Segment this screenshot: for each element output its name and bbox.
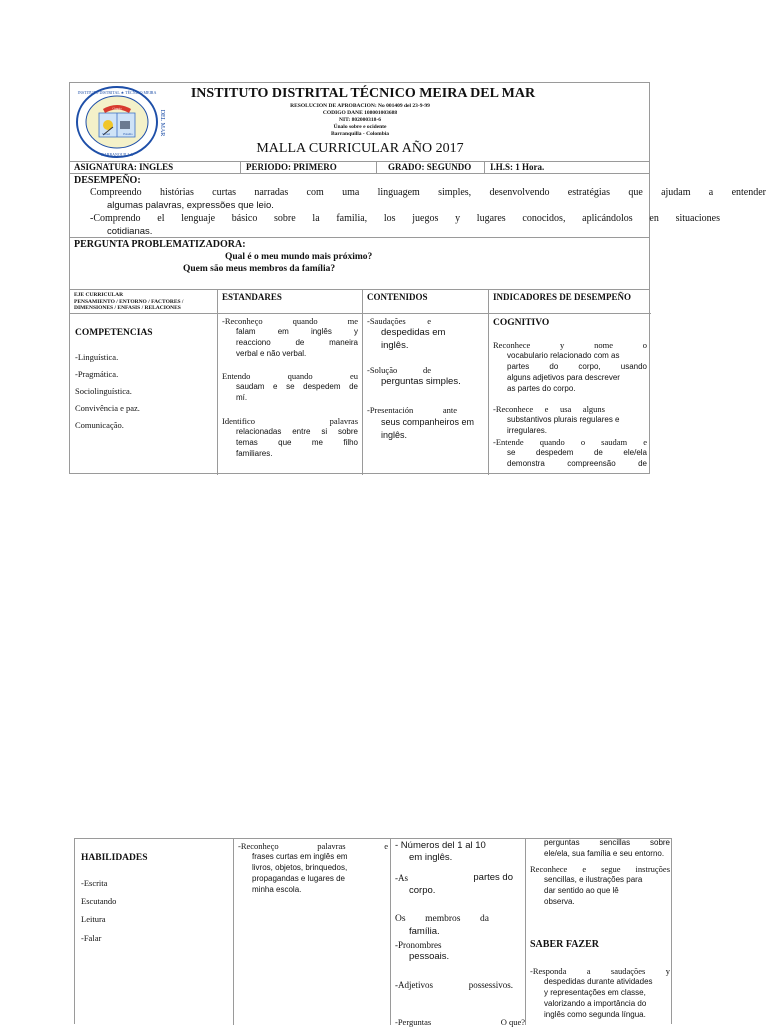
pregunta-section (70, 238, 649, 290)
text-line: -Reconhece e usa alguns (493, 404, 605, 414)
contenido-item (395, 872, 523, 898)
habilidades-title: HABILIDADES (81, 853, 148, 863)
seal-side-text: DEL MAR (159, 109, 165, 137)
habilidad-item: Leitura (81, 914, 106, 924)
pregunta-title: PERGUNTA PROBLEMATIZADORA: (74, 239, 246, 250)
text-line: minha escola. (252, 884, 302, 894)
habilidad-item: -Escrita (81, 878, 108, 888)
desempeno-section (70, 174, 766, 238)
header (70, 83, 649, 161)
curriculum-grid-top (70, 290, 649, 475)
text-line: reacciono de maneira (236, 338, 358, 348)
col-head-contenidos: CONTENIDOS (362, 290, 488, 314)
text-line: y representações em classe, (544, 988, 646, 998)
text-line: -Reconheço quando me (222, 316, 358, 326)
col-head-estandares: ESTANDARES (217, 290, 362, 314)
eje-line: DIMENSIONES / ENFASIS / RELACIONES (74, 305, 181, 312)
competencia-item: Convivência e paz. (75, 403, 140, 413)
text-line: -Perguntas (395, 1017, 432, 1027)
institution-title: INSTITUTO DISTRITAL TÉCNICO MEIRA DEL MAR (190, 86, 536, 101)
text-line: perguntas sencillas sobre (544, 838, 670, 847)
text-line: Identifico palavras (222, 416, 358, 426)
contenido-item (367, 316, 484, 353)
estandar-item (238, 841, 388, 896)
col-head-indicadores: INDICADORES DE DESEMPEÑO (488, 290, 651, 314)
header-line: Barranquilla - Colombia (330, 131, 390, 137)
text-line: -Reconheço palavras e (238, 841, 388, 851)
header-line: CODIGO DANE 108001003688 (322, 110, 398, 116)
text-line: vocabulario relacionado com as (507, 351, 620, 361)
text-line: inglês como segunda língua. (544, 1009, 646, 1019)
header-line: RESOLUCION DE APROBACION: No 001409 del 23-9-99 (290, 103, 430, 109)
grado-label: GRADO: SEGUNDO (388, 162, 472, 172)
text-line: demonstra compreensão de (507, 459, 647, 469)
contenido-item (395, 1017, 525, 1028)
text-line: corpo. (409, 884, 436, 896)
text-line: seus companheiros em (381, 417, 475, 428)
contenido-item: -Adjetivos possessivos. (395, 980, 513, 990)
text-line: valorizando a importância do (544, 999, 647, 1009)
eje-line: EJE CURRICULAR (74, 292, 124, 298)
text-line: -As (395, 873, 408, 883)
seal-word-left: Virtud (102, 132, 110, 136)
saber-fazer-title: SABER FAZER (530, 939, 599, 950)
text-line: partes do corpo, usando (507, 362, 647, 372)
text-line: -Presentación ante (367, 405, 457, 415)
col-head-eje (70, 290, 217, 314)
header-line: Únalo sobre e ocidente (333, 124, 387, 130)
periodo-label: PERIODO: PRIMERO (246, 162, 337, 172)
text-line: irregulares. (507, 426, 548, 436)
habilidad-item: -Falar (81, 933, 102, 943)
text-line: Entendo quando eu (222, 371, 358, 381)
text-line: se despedem de ele/ela (507, 448, 647, 458)
seal-banner: Ciencia (112, 106, 122, 111)
text-line: -Solução de (367, 365, 431, 375)
text-line: temas que me filho (236, 438, 358, 448)
estandar-item (222, 316, 358, 360)
contenido-item (395, 840, 523, 865)
indicador-item (530, 864, 670, 908)
text-line: verbal e não verbal. (236, 349, 307, 359)
indicador-item (530, 966, 670, 1021)
indicador-item (493, 404, 647, 437)
estandar-item (222, 416, 358, 460)
contenido-item (395, 939, 523, 964)
text-line: -Saudações e (367, 316, 431, 326)
text-line: família. (409, 925, 440, 937)
curriculum-table-bottom (74, 838, 672, 1027)
text-line: saudam e se despedem de (236, 382, 358, 392)
indicador-item (530, 838, 670, 860)
text-line: despedidas em (381, 327, 446, 339)
competencias-title: COMPETENCIAS (75, 328, 153, 338)
competencia-item: -Pragmática. (75, 369, 119, 379)
text-line: familiares. (236, 449, 273, 459)
pregunta-q2: Quem são meus membros da família? (183, 264, 336, 274)
competencia-item: Sociolinguística. (75, 386, 132, 396)
text-line: -Pronombres (395, 940, 442, 950)
text-line: alguns adjetivos para descrever (507, 373, 620, 383)
text-line: livros, objetos, brinquedos, (252, 863, 348, 873)
text-line: frases curtas em inglês em (252, 852, 348, 862)
contenido-item (395, 913, 523, 939)
text-line: relacionadas entre si sobre (236, 427, 358, 437)
indicador-item (493, 437, 647, 470)
contenido-item (367, 405, 484, 441)
indicador-item (493, 340, 647, 395)
text-line: despedidas durante atividades (544, 977, 653, 987)
text-line: propagandas e lugares de (252, 874, 345, 884)
text-line: as partes do corpo. (507, 383, 576, 393)
desempeno-text-2a: -Comprendo el lenguaje básico sobre la familia, los juegos y lugares conocidos, aplicándolos en situaciones (90, 213, 720, 224)
contenido-item (367, 365, 484, 389)
text-line: ele/ela, sua família e seu entorno. (544, 848, 665, 858)
competencia-item: -Linguística. (75, 352, 119, 362)
desempeno-title: DESEMPEÑO: (74, 175, 141, 186)
habilidad-item: Escutando (81, 896, 117, 906)
text-line: -Entende quando o saudam e (493, 437, 647, 447)
text-line: Reconhece e segue instruções (530, 864, 670, 874)
text-line: Reconhece y nome o (493, 340, 647, 350)
school-seal-logo (73, 85, 167, 159)
text-line: inglês. (381, 429, 408, 440)
text-line: mí. (236, 393, 248, 403)
ihs-label: I.H.S: 1 Hora. (490, 162, 545, 172)
desempeno-text-1a: Compreendo histórias curtas narradas com uma linguagem simples, desenvolvendo estratégias que ajudam a entender (90, 187, 766, 198)
pregunta-q1: Qual é o meu mundo mais próximo? (225, 252, 373, 262)
desempeno-text-2b: cotidianas. (107, 226, 153, 237)
text-line: pessoais. (409, 951, 450, 963)
seal-ring-bottom: BARRANQUILLA (101, 152, 133, 157)
header-line: NIT: 802000318-6 (339, 117, 381, 123)
malla-title: MALLA CURRICULAR AÑO 2017 (256, 141, 464, 156)
text-line: falam em inglês y (236, 327, 358, 337)
text-line: inglês. (381, 340, 409, 352)
seal-ring-top: INSTITUTO DISTRITAL ★ TÉCNICO MEIRA (77, 90, 157, 95)
text-line: dar sentido ao que lê (544, 886, 619, 896)
eje-line: PENSAMIENTO / ENTORNO / FACTORES / (74, 298, 184, 305)
competencia-item: Comunicação. (75, 420, 124, 430)
text-line: substantivos plurais regulares e (507, 415, 620, 425)
text-line: - Números del 1 al 10 (395, 840, 486, 851)
text-line: partes do (473, 872, 513, 883)
text-line: em inglês. (409, 852, 453, 864)
text-line: O que? (500, 1017, 525, 1027)
estandar-item (222, 371, 358, 404)
text-line: observa. (544, 897, 575, 907)
cognitivo-title: COGNITIVO (493, 318, 550, 328)
desempeno-text-1b: algumas palavras, expressões que leio. (107, 200, 274, 211)
text-line: sencillas, e ilustrações para (544, 875, 643, 885)
curriculum-table-top (69, 82, 766, 474)
text-line: -Responda a saudações y (530, 966, 670, 976)
subject-row (70, 161, 649, 174)
asignatura-label: ASIGNATURA: INGLES (74, 162, 174, 172)
seal-word-right: Estudio (123, 132, 133, 136)
text-line: Os membros da (395, 914, 489, 924)
text-line: perguntas simples. (381, 376, 461, 388)
